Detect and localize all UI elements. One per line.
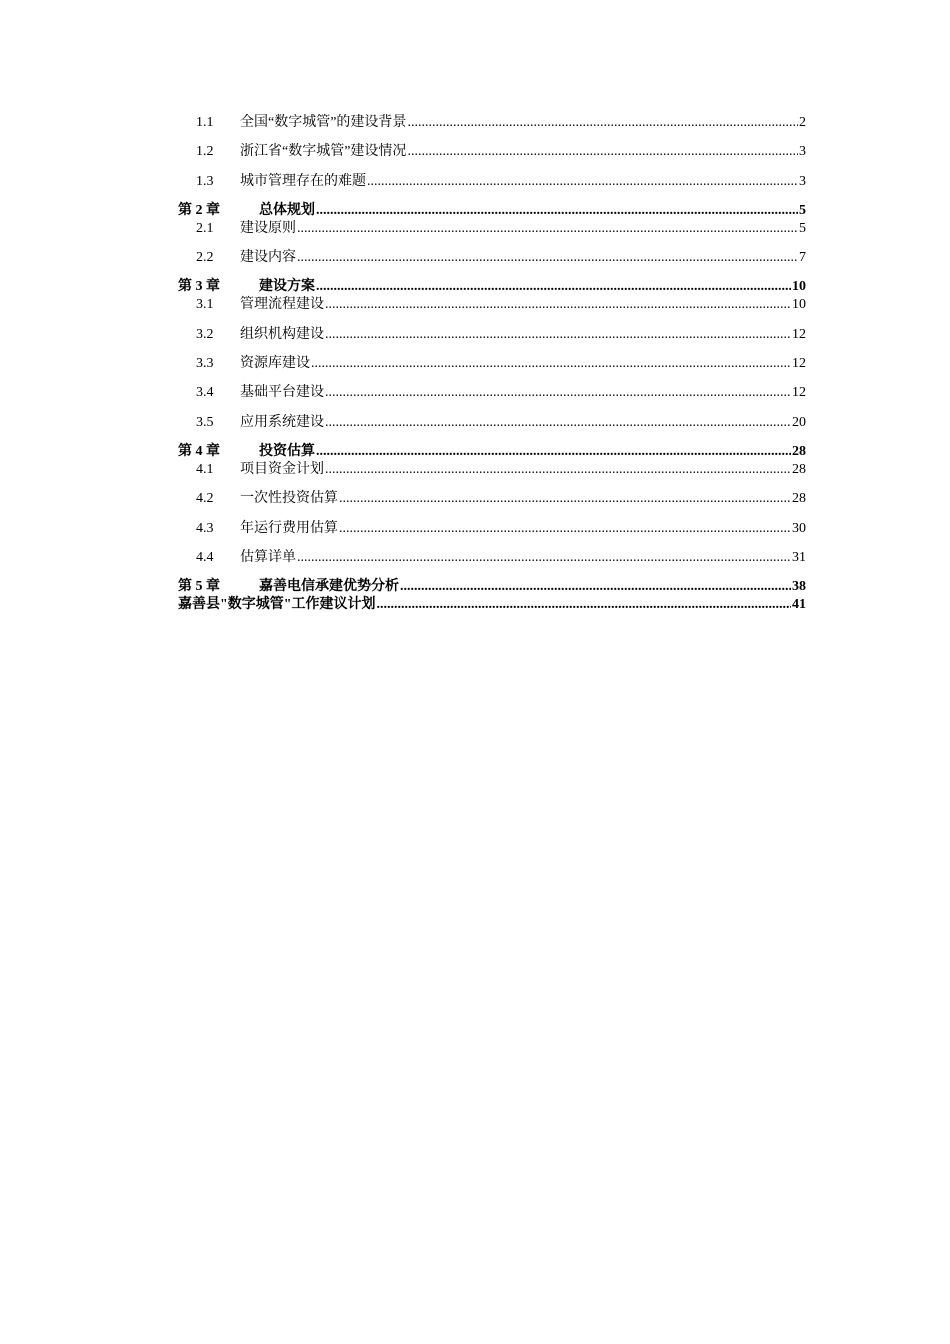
toc-entry-number: 3.2: [196, 326, 214, 342]
toc-dot-leader: [297, 220, 798, 238]
toc-entry-title: 建设原则: [240, 220, 296, 236]
toc-page-number: 20: [792, 414, 806, 430]
toc-entry-number: 2.1: [196, 220, 214, 236]
toc-section-entry[interactable]: [178, 461, 806, 490]
toc-page-number: 12: [792, 385, 806, 401]
toc-dot-leader: [316, 443, 791, 461]
toc-dot-leader: [325, 384, 791, 402]
toc-page-number: 28: [792, 491, 806, 507]
toc-page-number: 5: [799, 202, 806, 218]
toc-entry-title: 组织机构建设: [240, 326, 324, 342]
toc-page-number: 28: [792, 461, 806, 477]
toc-chapter-entry[interactable]: [178, 596, 806, 614]
toc-page-number: 28: [792, 443, 806, 459]
toc-entry-title: 全国“数字城管”的建设背景: [240, 115, 407, 130]
toc-entry-number: 4.1: [196, 461, 214, 477]
toc-entry-title: 年运行费用估算: [240, 520, 338, 536]
toc-dot-leader: [339, 490, 791, 508]
toc-page-number: 41: [792, 597, 806, 613]
toc-chapter-entry[interactable]: [178, 578, 806, 596]
toc-page-number: 30: [792, 520, 806, 536]
toc-entry-number: 第 4 章: [178, 443, 220, 459]
toc-entry-number: 4.2: [196, 491, 214, 507]
toc-entry-title: 一次性投资估算: [240, 491, 338, 507]
toc-entry-number: 4.4: [196, 549, 214, 565]
toc-entry-title: 总体规划: [259, 202, 315, 218]
toc-section-entry[interactable]: [178, 173, 806, 202]
toc-section-entry[interactable]: [178, 549, 806, 578]
toc-chapter-entry[interactable]: [178, 202, 806, 220]
toc-dot-leader: [325, 414, 791, 432]
toc-page-number: 2: [799, 115, 806, 130]
toc-dot-leader: [316, 278, 791, 296]
toc-entry-title: 建设方案: [259, 279, 315, 295]
toc-page-number: 3: [799, 144, 806, 160]
toc-page-number: 3: [799, 173, 806, 189]
toc-entry-title: 项目资金计划: [240, 461, 324, 477]
toc-entry-number: 2.2: [196, 250, 214, 266]
toc-section-entry[interactable]: [178, 114, 806, 143]
toc-section-entry[interactable]: [178, 296, 806, 325]
toc-page-number: 38: [792, 579, 806, 595]
table-of-contents: [178, 114, 806, 614]
toc-entry-title: 嘉善县"数字城管"工作建议计划: [178, 597, 376, 613]
toc-dot-leader: [367, 173, 798, 191]
toc-entry-title: 基础平台建设: [240, 385, 324, 401]
toc-page-number: 10: [792, 279, 806, 295]
toc-dot-leader: [325, 461, 791, 479]
toc-entry-number: 3.1: [196, 297, 214, 313]
toc-entry-title: 嘉善电信承建优势分析: [259, 579, 399, 595]
toc-entry-number: 3.5: [196, 414, 214, 430]
toc-entry-number: 3.3: [196, 356, 214, 372]
toc-entry-title: 城市管理存在的难题: [240, 173, 366, 189]
toc-entry-number: 4.3: [196, 520, 214, 536]
toc-section-entry[interactable]: [178, 490, 806, 519]
toc-section-entry[interactable]: [178, 520, 806, 549]
toc-dot-leader: [311, 355, 791, 373]
toc-entry-number: 1.2: [196, 144, 214, 160]
toc-entry-number: 1.1: [196, 115, 214, 130]
toc-page-number: 12: [792, 326, 806, 342]
toc-section-entry[interactable]: [178, 249, 806, 278]
toc-dot-leader: [407, 114, 798, 132]
toc-section-entry[interactable]: [178, 384, 806, 413]
toc-section-entry[interactable]: [178, 414, 806, 443]
toc-chapter-entry[interactable]: [178, 278, 806, 296]
toc-dot-leader: [407, 143, 798, 161]
toc-dot-leader: [297, 549, 791, 567]
toc-entry-number: 第 5 章: [178, 579, 220, 595]
toc-entry-number: 1.3: [196, 173, 214, 189]
toc-page-number: 31: [792, 549, 806, 565]
toc-section-entry[interactable]: [178, 355, 806, 384]
toc-dot-leader: [377, 596, 791, 614]
toc-entry-title: 投资估算: [259, 443, 315, 459]
toc-page-number: 7: [799, 250, 806, 266]
toc-entry-title: 估算详单: [240, 549, 296, 565]
toc-page-number: 5: [799, 220, 806, 236]
toc-dot-leader: [325, 296, 791, 314]
toc-entry-title: 应用系统建设: [240, 414, 324, 430]
toc-entry-title: 资源库建设: [240, 356, 310, 372]
toc-page-number: 12: [792, 356, 806, 372]
toc-dot-leader: [400, 578, 791, 596]
toc-dot-leader: [325, 326, 791, 344]
toc-entry-number: 第 2 章: [178, 202, 220, 218]
toc-entry-number: 第 3 章: [178, 279, 220, 295]
toc-entry-title: 管理流程建设: [240, 297, 324, 313]
toc-entry-title: 建设内容: [240, 250, 296, 266]
toc-dot-leader: [339, 520, 791, 538]
toc-section-entry[interactable]: [178, 326, 806, 355]
toc-chapter-entry[interactable]: [178, 443, 806, 461]
toc-entry-title: 浙江省“数字城管”建设情况: [240, 144, 407, 160]
toc-dot-leader: [297, 249, 798, 267]
toc-section-entry[interactable]: [178, 220, 806, 249]
toc-page-number: 10: [792, 297, 806, 313]
toc-section-entry[interactable]: [178, 143, 806, 172]
toc-dot-leader: [316, 202, 798, 220]
toc-entry-number: 3.4: [196, 385, 214, 401]
